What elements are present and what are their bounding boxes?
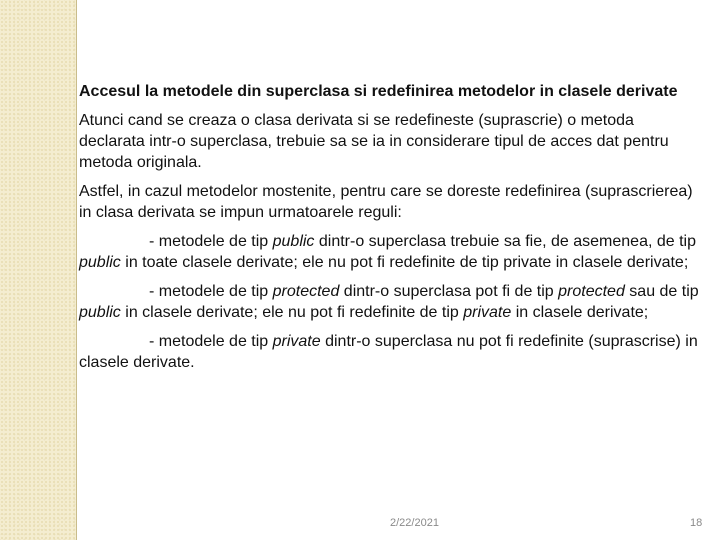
rule-text: - metodele de tip (149, 233, 273, 250)
rule-text: in toate clasele derivate; ele nu pot fi redefinite de tip private in clasele derivate; (120, 254, 689, 271)
rule-text: - metodele de tip (149, 283, 273, 300)
keyword-protected: protected (558, 283, 625, 300)
page-number: 18 (690, 517, 703, 529)
rule-text: - metodele de tip (149, 333, 273, 350)
keyword-protected: protected (272, 283, 340, 300)
slide-content (79, 81, 704, 381)
rule-protected (79, 281, 704, 323)
keyword-private: private (272, 333, 321, 350)
slide-title: Accesul la metodele din superclasa si redefinirea metodelor in clasele derivate (79, 83, 678, 100)
footer-date: 2/22/2021 (390, 517, 439, 529)
decorative-sidebar (0, 0, 77, 540)
keyword-public: public (79, 304, 121, 321)
paragraph-rules-intro: Astfel, in cazul metodelor mostenite, pentru care se doreste redefinirea (suprascrierea) in clasa derivata se impun urmatoarele reguli: (79, 183, 693, 221)
keyword-public: public (272, 233, 315, 250)
rule-text: dintr-o superclasa pot fi de tip (339, 283, 559, 300)
keyword-public: public (79, 254, 121, 271)
rule-text: in clasele derivate; ele nu pot fi redefinite de tip (120, 304, 464, 321)
rule-text: dintr-o superclasa nu pot fi redefinite (suprascrise) in clasele derivate. (79, 333, 698, 371)
rule-private (79, 331, 704, 373)
keyword-private: private (463, 304, 512, 321)
paragraph-intro: Atunci cand se creaza o clasa derivata si se redefineste (suprascrie) o metoda declarata intr-o superclasa, trebuie sa se ia in considerare tipul de acces dat pentru metoda originala. (79, 112, 669, 171)
rule-text: sau de tip (624, 283, 699, 300)
rule-public (79, 231, 704, 273)
rule-text: dintr-o superclasa trebuie sa fie, de asemenea, de tip (314, 233, 696, 250)
rule-text: in clasele derivate; (511, 304, 649, 321)
